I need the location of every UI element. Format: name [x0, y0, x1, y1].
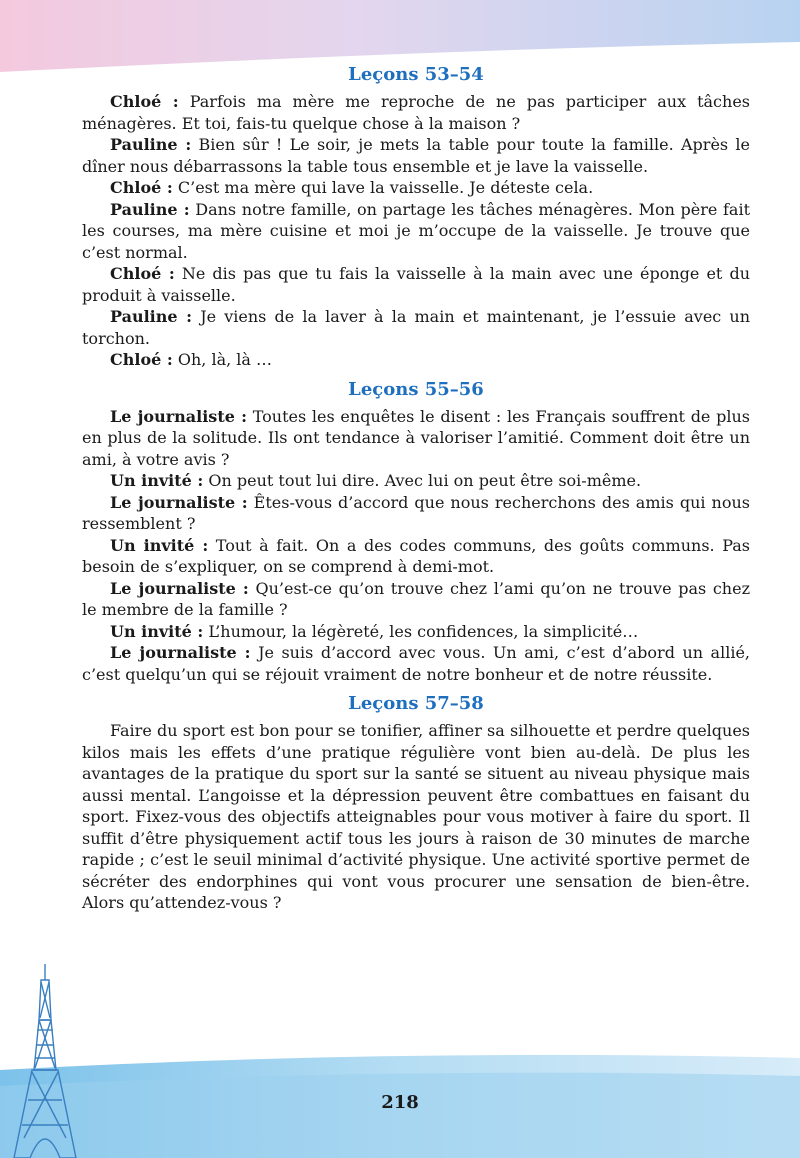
speaker-label: Le journaliste :: [110, 578, 249, 598]
dialogue-line: [82, 91, 750, 134]
dialogue-line: [82, 349, 750, 371]
speaker-label: Le journaliste :: [110, 643, 251, 662]
eiffel-tower-icon: [10, 960, 80, 1158]
speaker-label: Pauline :: [110, 199, 190, 219]
dialogue-text: Êtes-vous d’accord que nous recherchons des amis qui nous ressemblent ?: [82, 492, 751, 533]
speaker-label: Chloé :: [110, 92, 179, 111]
dialogue-line: [82, 406, 750, 471]
speaker-label: Un invité :: [110, 471, 204, 490]
speaker-label: Chloé :: [110, 264, 175, 283]
dialogue-text: Parfois ma mère me reproche de ne pas participer aux tâches ménagères. Et toi, fais-tu quelque chose à la maison ?: [82, 92, 751, 133]
dialogue-text: Ne dis pas que tu fais la vaisselle à la main avec une éponge et du produit à vaisselle.: [82, 264, 750, 305]
speaker-label: Pauline :: [110, 307, 193, 326]
speaker-label: Un invité :: [110, 535, 209, 555]
dialogue-text: Toutes les enquêtes le disent : les Français souffrent de plus en plus de la solitude. Ils ont tendance à valoriser l’amitié. Comment doit être un ami, à votre avis ?: [82, 406, 750, 469]
dialogue-line: [82, 263, 750, 306]
dialogue-line: [82, 535, 750, 578]
body-paragraph: Faire du sport est bon pour se tonifier, affiner sa silhouette et perdre quelques kilos mais les effets d’une pratique régulière vont bien au-delà. De plus les avantages de la pratique du sport sur la santé se situent au niveau physique mais aussi mental. L’angoisse et la dépression peuvent être combattues en faisant du sport. Fixez-vous des objectifs atteignables pour vous motiver à faire du sport. Il suffit d’être physiquement actif tous les jours à raison de 30 minutes de marche rapide ; c’est le seuil minimal d’activité physique. Une activité sportive permet de sécréter des endorphines qui vont vous procurer une sensation de bien-être. Alors qu’attendez-vous ?: [82, 721, 750, 912]
speaker-label: Le journaliste :: [110, 492, 248, 512]
document-body: [82, 62, 750, 914]
dialogue-line: [82, 306, 750, 349]
dialogue-text: C’est ma mère qui lave la vaisselle. Je déteste cela.: [172, 178, 594, 197]
dialogue-line: [82, 470, 750, 492]
dialogue-text: On peut tout lui dire. Avec lui on peut être soi-même.: [203, 471, 642, 490]
dialogue-line: [82, 642, 750, 685]
dialogue-line: [82, 177, 750, 199]
section-title-3: Leçons 57–58: [348, 693, 484, 714]
speaker-label: Pauline :: [110, 135, 192, 154]
dialogue-line: [82, 621, 750, 643]
speaker-label: Le journaliste :: [110, 406, 247, 426]
dialogue-line: [82, 199, 750, 264]
dialogue-text: Bien sûr ! Le soir, je mets la table pour toute la famille. Après le dîner nous débarrassons la table tous ensemble et je lave la vaisselle.: [82, 135, 750, 176]
dialogue-text: Qu’est-ce qu’on trouve chez l’ami qu’on ne trouve pas chez le membre de la famille ?: [82, 578, 751, 619]
page-number: 218: [381, 1092, 419, 1113]
speaker-label: Un invité :: [110, 621, 204, 641]
speaker-label: Chloé :: [110, 350, 173, 369]
dialogue-line: [82, 492, 750, 535]
dialogue-text: Je suis d’accord avec vous. Un ami, c’est d’abord un allié, c’est quelqu’un qui se réjouit vraiment de notre bonheur et de notre réussite.: [82, 643, 751, 684]
section-title-1: Leçons 53–54: [348, 64, 484, 85]
dialogue-text: Oh, là, là …: [172, 350, 273, 369]
dialogue-line: [82, 134, 750, 177]
section-title-2: Leçons 55–56: [348, 378, 484, 400]
dialogue-text: Tout à fait. On a des codes communs, des goûts communs. Pas besoin de s’expliquer, on se comprend à demi-mot.: [82, 535, 750, 576]
dialogue-line: [82, 578, 750, 621]
dialogue-text: Je viens de la laver à la main et maintenant, je l’essuie avec un torchon.: [82, 307, 751, 348]
speaker-label: Chloé :: [110, 178, 173, 197]
dialogue-text: L’humour, la légèreté, les confidences, la simplicité…: [203, 621, 639, 641]
dialogue-text: Dans notre famille, on partage les tâches ménagères. Mon père fait les courses, ma mère cuisine et moi je m’occupe de la vaisselle. Je trouve que c’est normal.: [82, 199, 751, 262]
